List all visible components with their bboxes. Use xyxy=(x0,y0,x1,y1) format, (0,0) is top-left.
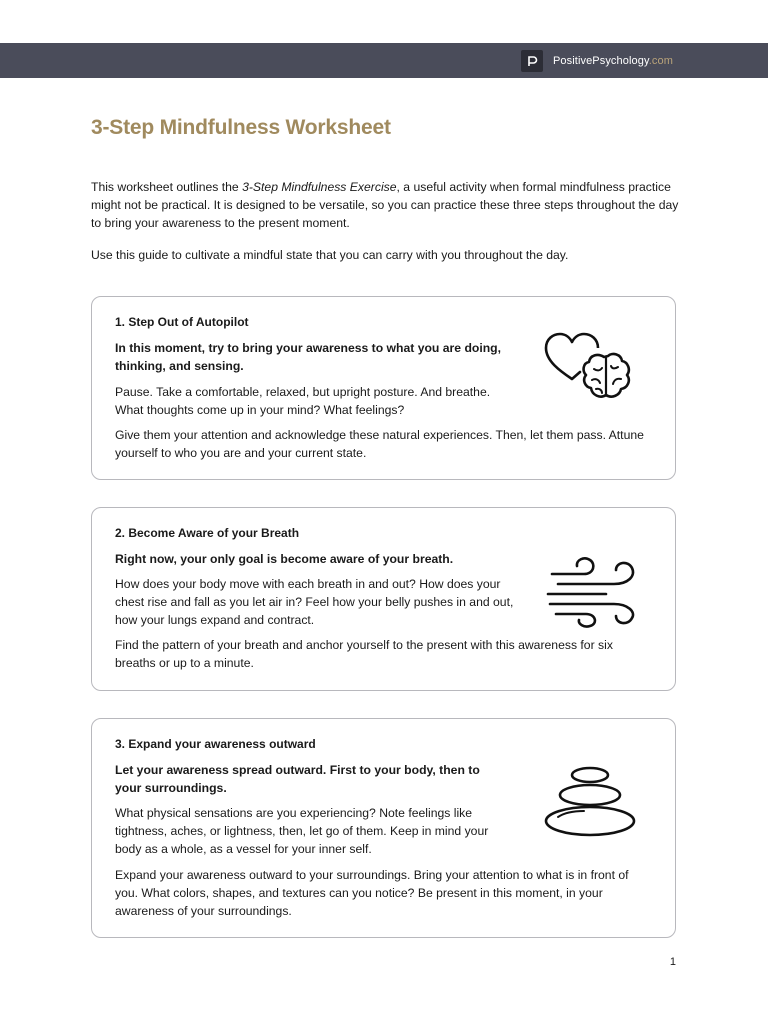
step-paragraph-1: What physical sensations are you experiencing? Note feelings like tightness, aches, or lightness, then, let go of them. Keep in mind your body as a whole, as a vessel for your inner self. xyxy=(115,806,489,856)
header-bar xyxy=(0,43,768,78)
step-instruction: Let your awareness spread outward. First to your body, then to your surroundings. xyxy=(115,763,480,795)
step-paragraph-1: How does your body move with each breath in and out? How does your chest rise and fall as you let air in? Feel how your belly pushes in and out, how your lungs expand and contract. xyxy=(115,577,514,627)
brand xyxy=(521,50,673,72)
intro-paragraph-1 xyxy=(91,178,681,232)
intro-text-after: , a useful activity when formal mindfulness practice might not be practical. It is designed to be versatile, so you can practice these three steps throughout the day to bring your awareness to the present moment. xyxy=(91,180,679,230)
step-title: 1. Step Out of Autopilot xyxy=(115,315,249,329)
step-title: 3. Expand your awareness outward xyxy=(115,737,316,751)
heart-brain-icon xyxy=(542,331,637,403)
intro-text-before: This worksheet outlines the xyxy=(91,180,243,194)
brand-name xyxy=(553,55,673,67)
step-paragraph-1: Pause. Take a comfortable, relaxed, but upright posture. And breathe. What thoughts come up in your mind? What feelings? xyxy=(115,385,491,417)
positivepsychology-logo-icon xyxy=(521,50,543,72)
wind-icon xyxy=(544,554,640,628)
step-paragraph-2: Expand your awareness outward to your surroundings. Bring your attention to what is in front of you. What colors, shapes, and textures can you notice? Be present in this moment, in your awareness of your surroundings. xyxy=(115,868,629,918)
step-card-3 xyxy=(91,718,676,938)
intro-exercise-name: 3-Step Mindfulness Exercise xyxy=(242,180,397,194)
step-paragraph-2: Find the pattern of your breath and anchor yourself to the present with this awareness for six breaths or up to a minute. xyxy=(115,638,613,670)
step-paragraph-2: Give them your attention and acknowledge these natural experiences. Then, let them pass. Attune yourself to who you are and your current state. xyxy=(115,428,644,460)
intro-paragraph-2: Use this guide to cultivate a mindful state that you can carry with you throughout the day. xyxy=(91,248,569,262)
step-instruction: Right now, your only goal is become aware of your breath. xyxy=(115,552,454,566)
step-card-2 xyxy=(91,507,676,691)
step-title: 2. Become Aware of your Breath xyxy=(115,526,300,540)
brand-name-text: PositivePsychology xyxy=(552,55,649,67)
step-card-1 xyxy=(91,296,676,480)
step-instruction: In this moment, try to bring your awareness to what you are doing, thinking, and sensing. xyxy=(115,341,501,373)
page-number: 1 xyxy=(669,956,676,968)
brand-tld: .com xyxy=(648,55,673,67)
stacked-stones-icon xyxy=(544,765,640,841)
page-title: 3-Step Mindfulness Worksheet xyxy=(91,116,391,139)
